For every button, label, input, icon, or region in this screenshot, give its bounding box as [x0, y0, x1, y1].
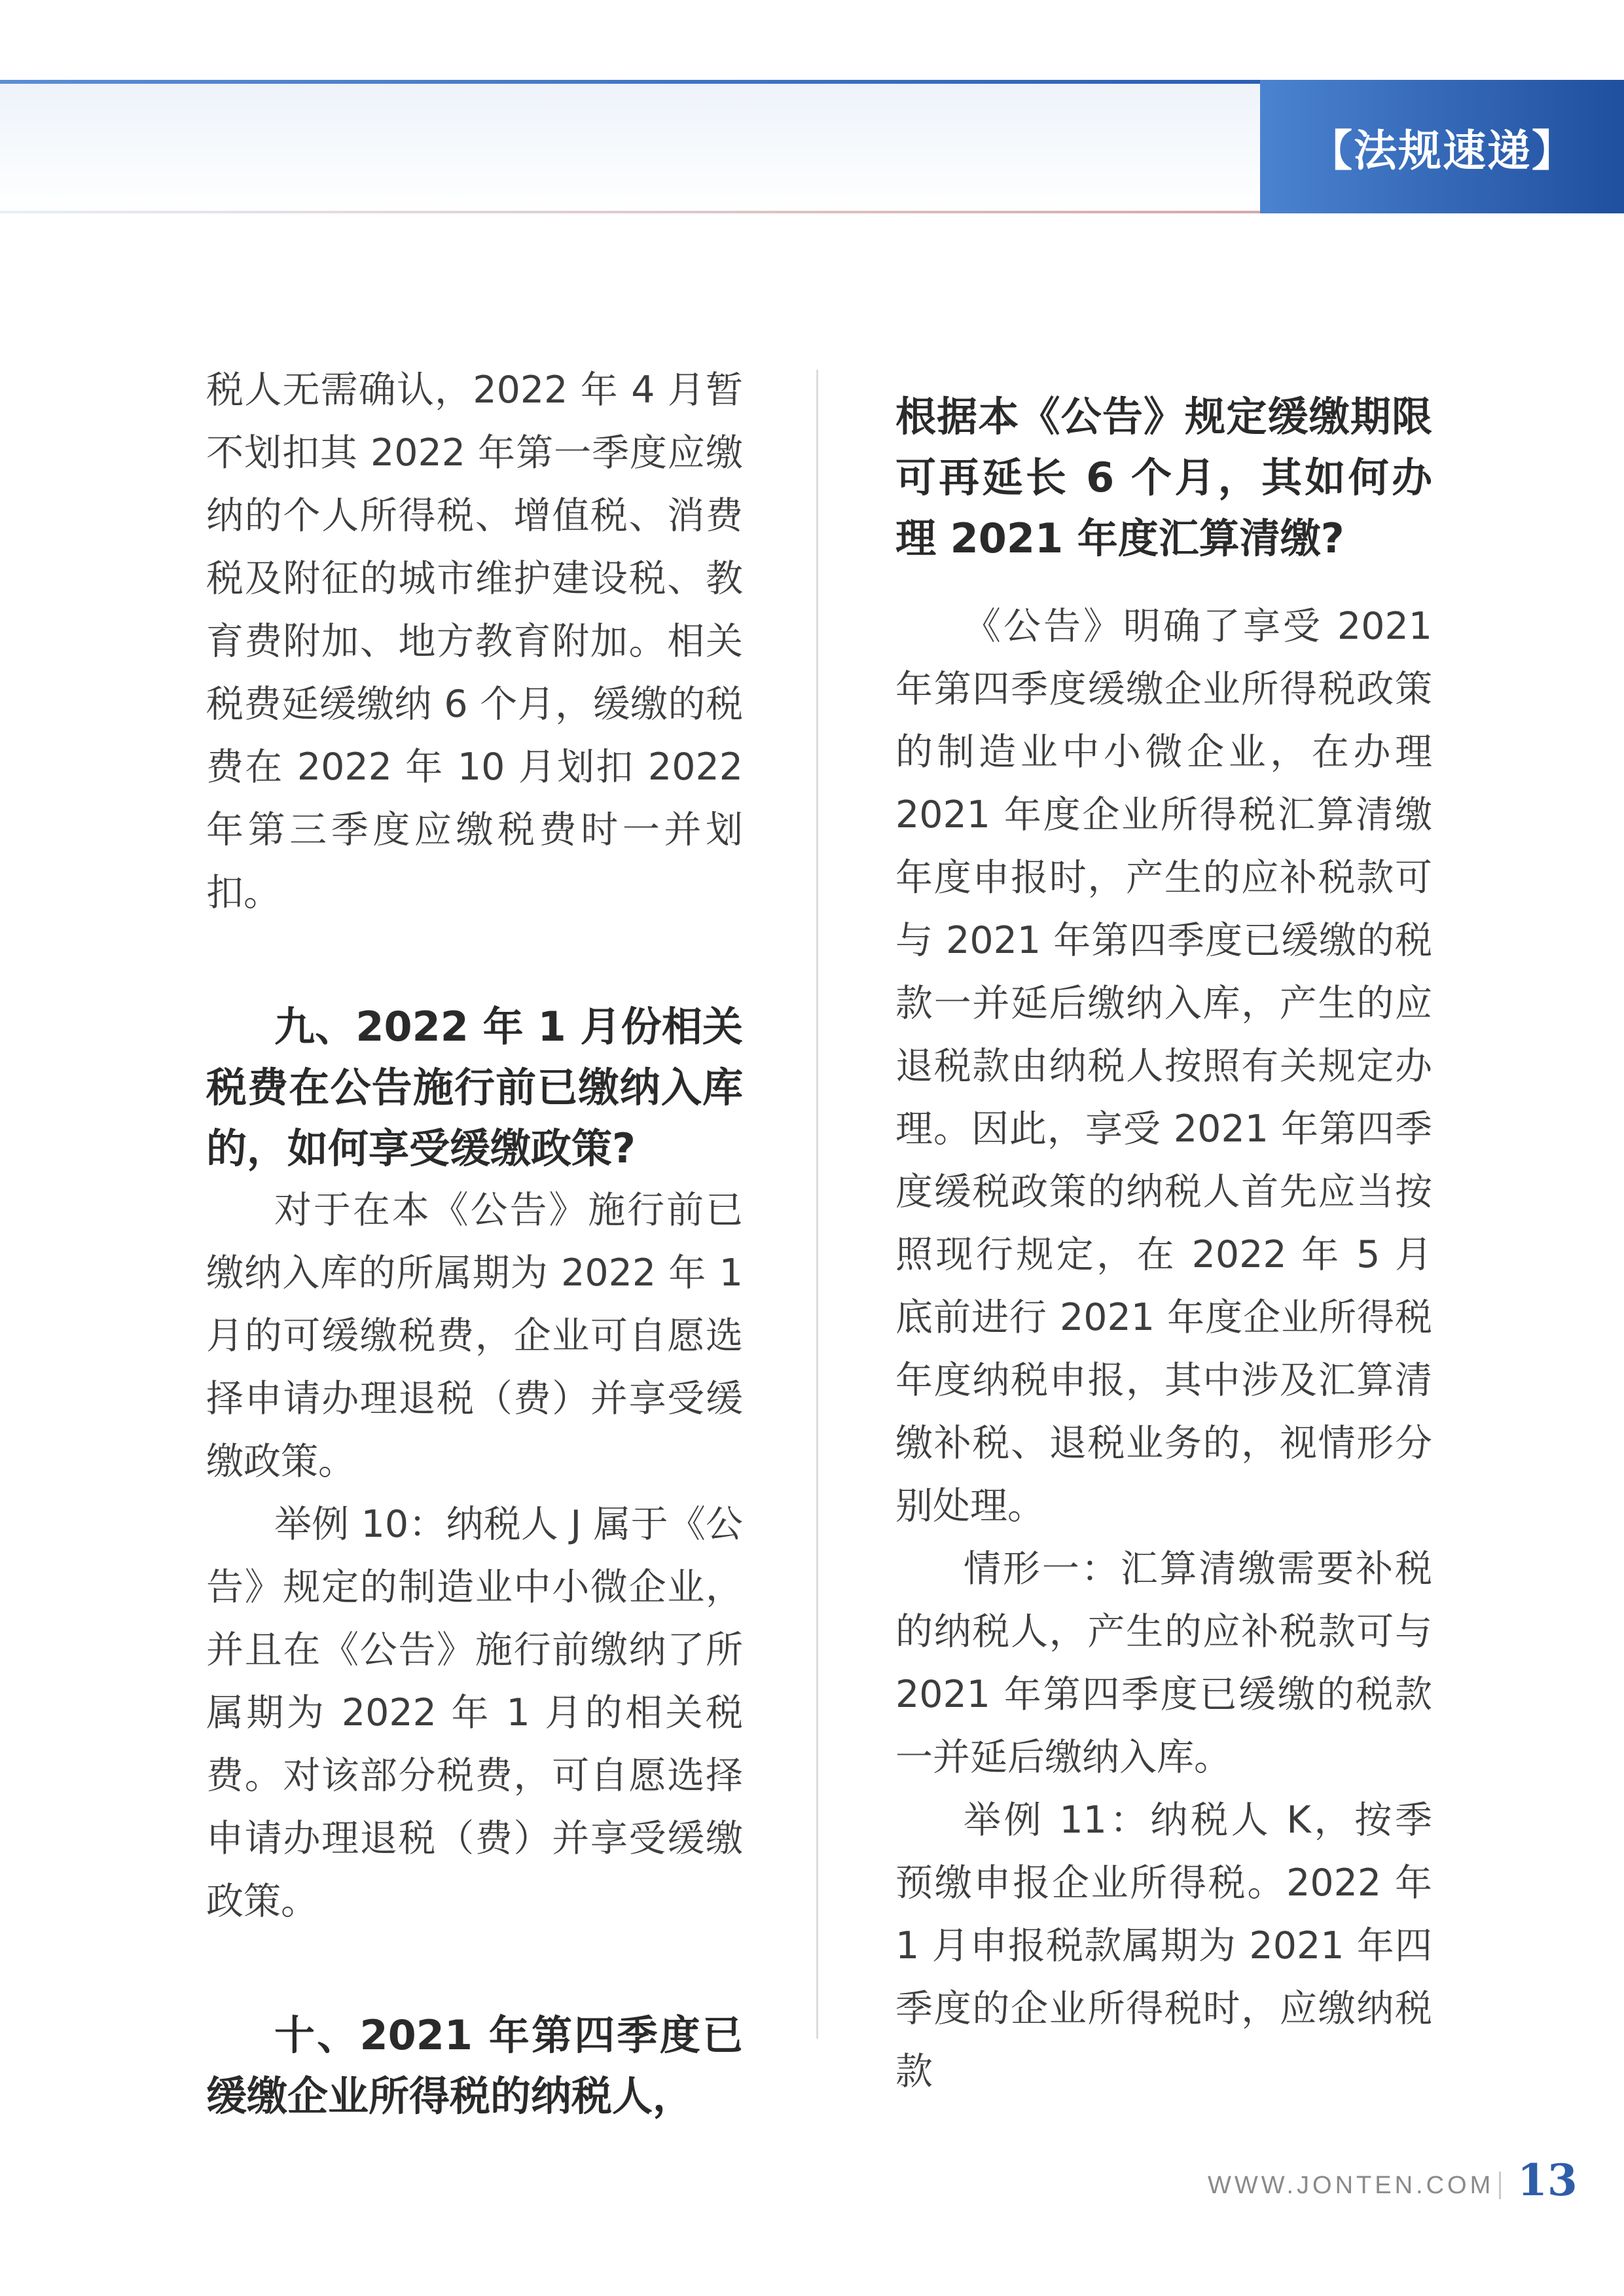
footer-separator [1499, 2172, 1501, 2199]
right-paragraph-2: 情形一：汇算清缴需要补税的纳税人，产生的应补税款可与 2021 年第四季度已缓缴的税款一并延后缴纳入库。 [895, 1547, 1432, 1779]
header-bottom-line [0, 211, 1260, 213]
right-paragraph-3: 举例 11：纳税人 K，按季预缴申报企业所得税。2022 年 1 月申报税款属期为 2021 年四季度的企业所得税时，应缴纳税款 [895, 1799, 1432, 2093]
left-paragraph-1: 税人无需确认，2022 年 4 月暂不划扣其 2022 年第一季度应缴纳的个人所得税、增值税、消费税及附征的城市维护建设税、教育费附加、地方教育附加。相关税费延缓缴纳 6 个月，缓缴的税费在 2022 年 10 月划扣 2022 年第三季度应缴税费时一并划扣。 [206, 368, 743, 914]
left-column [206, 359, 743, 2126]
heading-section-10-continued: 根据本《公告》规定缓缴期限可再延长 6 个月，其如何办理 2021 年度汇算清缴? [895, 393, 1432, 562]
header-band [0, 84, 1260, 212]
heading-section-9: 九、2022 年 1 月份相关税费在公告施行前已缴纳入库的，如何享受缓缴政策? [206, 1003, 743, 1172]
page-number: 13 [1517, 2155, 1578, 2206]
left-paragraph-3: 举例 10：纳税人 J 属于《公告》规定的制造业中小微企业，并且在《公告》施行前缴纳了所属期为 2022 年 1 月的相关税费。对该部分税费，可自愿选择申请办理退税（费）并享受缓缴政策。 [206, 1503, 743, 1923]
left-paragraph-2: 对于在本《公告》施行前已缴纳入库的所属期为 2022 年 1 月的可缓缴税费，企业可自愿选择申请办理退税（费）并享受缓缴政策。 [206, 1189, 743, 1483]
column-divider [816, 370, 818, 2039]
right-paragraph-1: 《公告》明确了享受 2021 年第四季度缓缴企业所得税政策的制造业中小微企业，在办理 2021 年度企业所得税汇算清缴年度申报时，产生的应补税款可与 2021 年第四季度已缓缴的税款一并延后缴纳入库，产生的应退税款由纳税人按照有关规定办理。因此，享受 2021 年第四季度缓税政策的纳税人首先应当按照现行规定，在 2022 年 5 月底前进行 2021 年度企业所得税年度纳税申报，其中涉及汇算清缴补税、退税业务的，视情形分别处理。 [895, 605, 1432, 1528]
section-tag-label: 【法规速递】 [1309, 124, 1576, 176]
section-tag [1260, 80, 1624, 213]
heading-section-10: 十、2021 年第四季度已缓缴企业所得税的纳税人， [206, 2011, 743, 2120]
footer-website: WWW.JONTEN.COM [1208, 2172, 1494, 2199]
right-column [895, 386, 1432, 2103]
